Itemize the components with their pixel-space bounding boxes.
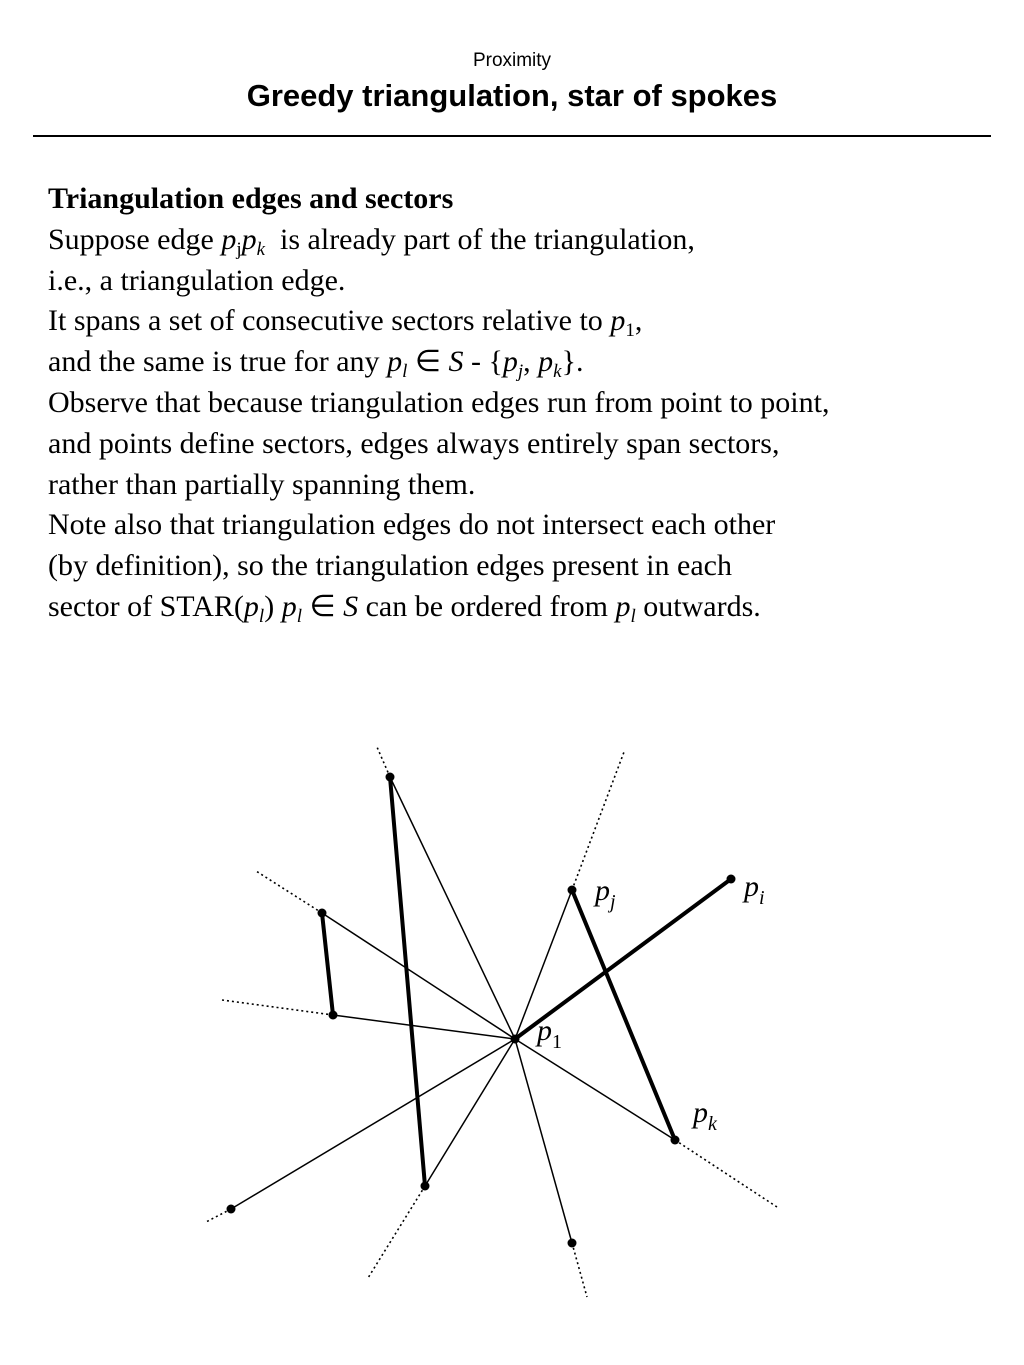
text-span: Suppose edge	[48, 222, 222, 256]
math-subscript: 1	[625, 320, 635, 342]
slide-title: Greedy triangulation, star of spokes	[246, 78, 778, 113]
point-p1	[511, 1035, 520, 1044]
spoke	[425, 1039, 515, 1186]
triangulation-edge-pj-pk	[572, 890, 675, 1140]
text-line-3	[48, 301, 998, 342]
point	[329, 1011, 338, 1020]
ray-extension	[572, 1243, 587, 1297]
text-line-6: and points define sectors, edges always entirely span sectors,	[48, 426, 780, 460]
math-symbol: p	[610, 304, 626, 338]
math-symbol: p	[243, 589, 259, 623]
section-heading: Triangulation edges and sectors	[48, 182, 454, 215]
point-pk	[671, 1136, 680, 1145]
math-symbol: p	[241, 222, 257, 256]
ray-extension	[368, 1186, 425, 1278]
spoke	[231, 1039, 515, 1209]
triangulation-edges	[322, 777, 731, 1186]
math-subscript: l	[630, 605, 636, 627]
math-symbol: p	[387, 345, 403, 379]
ray-extension	[256, 871, 322, 913]
text-span: }.	[561, 345, 584, 379]
element-of-symbol: ∈	[301, 589, 344, 623]
label-pk: pk	[693, 1096, 717, 1135]
point	[318, 909, 327, 918]
title-divider	[33, 135, 991, 137]
math-symbol: p	[538, 345, 554, 379]
slide-topic: Proximity	[472, 50, 552, 71]
math-subscript: l	[258, 605, 265, 627]
math-subscript: j	[236, 238, 242, 260]
text-span: ,	[634, 304, 643, 338]
text-line-2: i.e., a triangulation edge.	[48, 263, 346, 297]
math-symbol: p	[281, 589, 297, 623]
label-p1: p1	[537, 1014, 562, 1053]
text-line-4	[48, 342, 998, 383]
element-of-symbol: ∈	[407, 345, 449, 379]
slide-body	[48, 179, 998, 628]
math-subscript: l	[402, 361, 408, 383]
text-span: It spans a set of consecutive sectors relative to	[48, 304, 611, 338]
math-symbol: p	[615, 589, 631, 623]
ray-extension	[222, 1000, 333, 1015]
math-symbol: S	[343, 589, 359, 623]
points	[227, 773, 736, 1248]
label-pj: pj	[595, 874, 616, 913]
math-subscript: j	[517, 361, 524, 383]
math-symbol: p	[502, 345, 518, 379]
text-line-9: (by definition), so the triangulation edges present in each	[48, 549, 732, 583]
text-span: sector of STAR(	[48, 589, 244, 623]
math-subscript: k	[256, 238, 266, 260]
text-span: and the same is true for any	[48, 345, 388, 379]
slide-header	[0, 0, 1024, 140]
point	[386, 773, 395, 782]
text-span: ,	[523, 345, 539, 379]
ray-extensions	[206, 747, 777, 1297]
text-line-8: Note also that triangulation edges do not intersect each other	[48, 508, 776, 542]
text-span: - {	[463, 345, 503, 379]
math-symbol: S	[448, 345, 464, 379]
spoke	[333, 1015, 515, 1039]
point	[227, 1205, 236, 1214]
text-span: outwards.	[635, 589, 761, 623]
label-pi: pi	[744, 870, 765, 909]
math-subscript: l	[296, 605, 302, 627]
triangulation-edge	[322, 913, 333, 1015]
spoke	[322, 913, 515, 1039]
ray-extension	[675, 1140, 777, 1207]
point	[421, 1182, 430, 1191]
ray-extension	[572, 752, 624, 890]
text-line-7: rather than partially spanning them.	[48, 467, 476, 501]
text-span: is already part of the triangulation,	[265, 222, 695, 256]
star-of-spokes-diagram	[0, 700, 1024, 1320]
text-line-1	[48, 220, 998, 261]
text-line-10	[48, 587, 998, 628]
point	[568, 1239, 577, 1248]
point-pj	[568, 886, 577, 895]
text-line-5: Observe that because triangulation edges run from point to point,	[48, 385, 830, 419]
ray-extension	[377, 747, 390, 777]
text-span: can be ordered from	[358, 589, 616, 623]
point-pi	[727, 875, 736, 884]
math-symbol: p	[221, 222, 237, 256]
point-labels	[535, 870, 765, 1135]
math-subscript: k	[553, 361, 562, 383]
text-span: )	[264, 589, 282, 623]
